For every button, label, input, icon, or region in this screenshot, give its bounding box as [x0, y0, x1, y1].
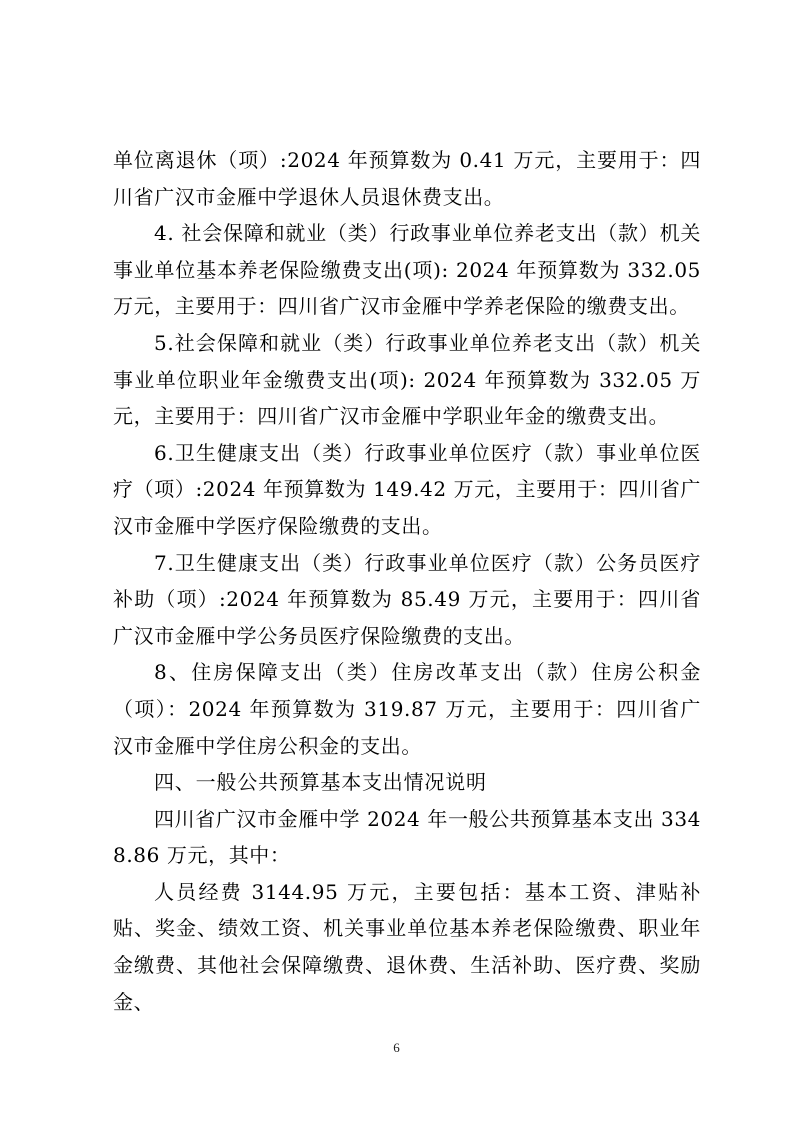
- paragraph-personnel-expenses: 人员经费 3144.95 万元，主要包括：基本工资、津贴补贴、奖金、绩效工资、机关事业单位基本养老保险缴费、职业年金缴费、其他社会保障缴费、退休费、生活补助、医疗费、奖励金、: [113, 879, 701, 1014]
- paragraph-civil-servant-medical: 7.卫生健康支出（类）行政事业单位医疗（款）公务员医疗补助（项）:2024 年预算数为 85.49 万元，主要用于：四川省广汉市金雁中学公务员医疗保险缴费的支出。: [113, 550, 701, 648]
- paragraph-basic-expenditure-total: 四川省广汉市金雁中学 2024 年一般公共预算基本支出 3348.86 万元，其中：: [113, 806, 701, 868]
- paragraph-occupational-annuity: 5.社会保障和就业（类）行政事业单位养老支出（款）机关事业单位职业年金缴费支出(项): 2024 年预算数为 332.05 万元，主要用于：四川省广汉市金雁中学职业年金的缴费支出。: [113, 330, 701, 429]
- paragraph-pension-insurance: 4. 社会保障和就业（类）行政事业单位养老支出（款）机关事业单位基本养老保险缴费支出(项): 2024 年预算数为 332.05 万元，主要用于：四川省广汉市金雁中学养老保险的缴费支出。: [113, 221, 701, 319]
- section-heading: 四、一般公共预算基本支出情况说明: [154, 770, 487, 795]
- paragraph-housing-fund: 8、住房保障支出（类）住房改革支出（款）住房公积金（项）：2024 年预算数为 319.87 万元，主要用于：四川省广汉市金雁中学住房公积金的支出。: [113, 660, 701, 758]
- paragraph-retirement-continued: 单位离退休（项）:2024 年预算数为 0.41 万元，主要用于：四川省广汉市金雁中学退休人员退休费支出。: [113, 148, 701, 209]
- page-number: 6: [393, 1040, 400, 1055]
- page-body: [113, 142, 701, 1020]
- paragraph-institution-medical: 6.卫生健康支出（类）行政事业单位医疗（款）事业单位医疗（项）:2024 年预算数为 149.42 万元，主要用于：四川省广汉市金雁中学医疗保险缴费的支出。: [113, 440, 701, 538]
